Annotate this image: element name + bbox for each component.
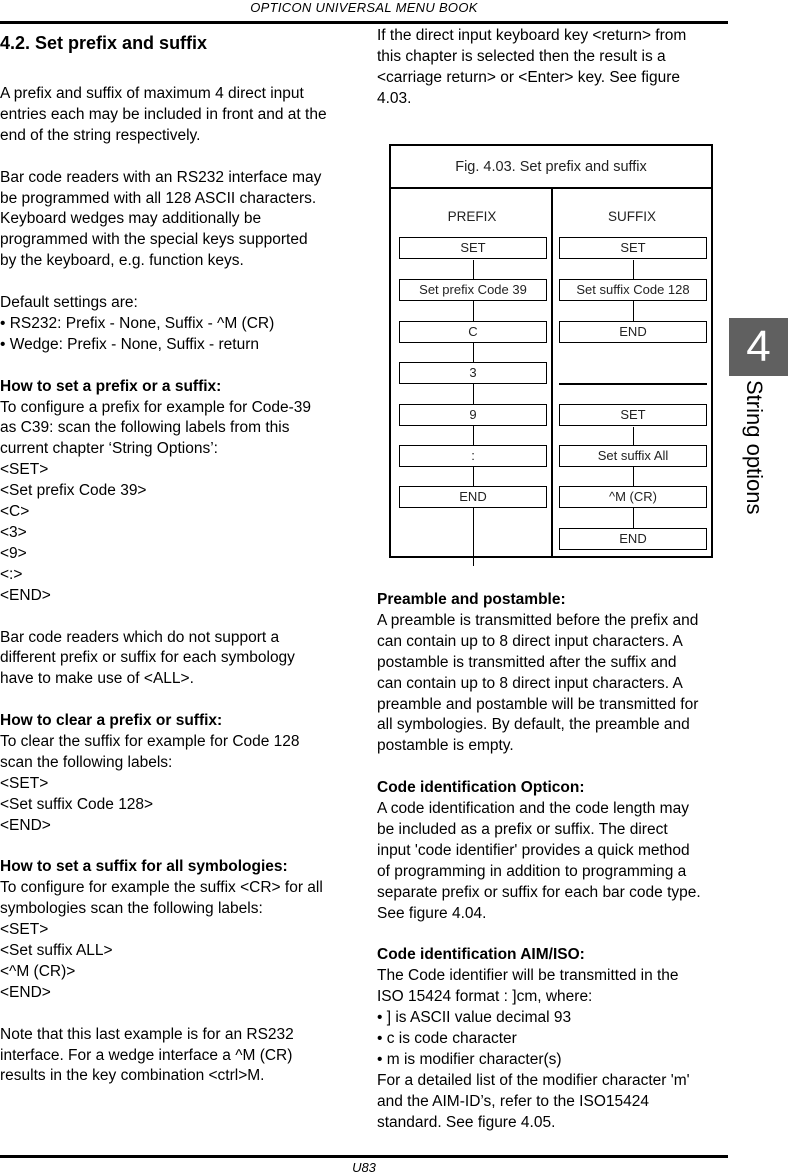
prefix-step: C <box>399 321 547 343</box>
text-line: postamble is empty. <box>377 737 514 755</box>
text-line: • RS232: Prefix - None, Suffix - ^M (CR) <box>0 314 275 332</box>
text-line: can contain up to 8 direct input characters. A <box>377 632 683 650</box>
text-line: A code identification and the code length may <box>377 800 689 818</box>
section-title: 4.2. Set prefix and suffix <box>0 33 208 53</box>
text-line: postamble is transmitted after the suffix and <box>377 653 677 671</box>
right-intro-paragraph <box>377 26 727 110</box>
text-line: 4.03. <box>377 89 412 107</box>
text-line: be programmed with all 128 ASCII characters. <box>0 189 317 207</box>
figure-4-03 <box>389 144 713 558</box>
text-line: interface. For a wedge interface a ^M (CR) <box>0 1046 293 1064</box>
chapter-title-vertical <box>737 380 767 540</box>
text-line: different prefix or suffix for each symbology <box>0 649 295 667</box>
text-line: <END> <box>0 586 51 604</box>
chapter-tab <box>729 318 788 376</box>
text-line: Bar code readers which do not support a <box>0 628 280 646</box>
text-line: this chapter is selected then the result is a <box>377 47 666 65</box>
text-line: • Wedge: Prefix - None, Suffix - return <box>0 335 259 353</box>
chapter-number: 4 <box>746 322 771 371</box>
text-line: <Set suffix Code 128> <box>0 795 154 813</box>
text-line: can contain up to 8 direct input characters. A <box>377 674 683 692</box>
prefix-label: PREFIX <box>447 209 497 224</box>
text-line: end of the string respectively. <box>0 126 201 144</box>
codeid-heading: Code identification Opticon: <box>377 779 585 797</box>
text-line: • c is code character <box>377 1030 517 1047</box>
suffix-step: Set suffix All <box>559 445 707 467</box>
text-line: preamble and postamble will be transmitted for <box>377 695 699 713</box>
suffix-step: ^M (CR) <box>559 486 707 508</box>
book-title: OPTICON UNIVERSAL MENU BOOK <box>250 0 478 15</box>
text-line: ISO 15424 format : ]cm, where: <box>377 988 593 1006</box>
text-line: <9> <box>0 544 27 562</box>
howto-all-heading: How to set a suffix for all symbologies: <box>0 858 288 876</box>
text-line: Default settings are: <box>0 294 138 312</box>
prefix-step: SET <box>399 237 547 259</box>
text-line: as C39: scan the following labels from this <box>0 419 290 437</box>
suffix-step: SET <box>559 404 707 426</box>
prefix-step: 3 <box>399 362 547 384</box>
text-line: To clear the suffix for example for Code 128 <box>0 733 300 751</box>
text-line: scan the following labels: <box>0 753 173 771</box>
text-line: <SET> <box>0 774 49 792</box>
howto-clear-heading: How to clear a prefix or suffix: <box>0 712 223 730</box>
aim-heading: Code identification AIM/ISO: <box>377 946 585 964</box>
text-line: If the direct input keyboard key <return> from <box>377 27 687 44</box>
text-line: Bar code readers with an RS232 interface may <box>0 168 322 186</box>
text-line: <Set suffix ALL> <box>0 942 113 960</box>
text-line: The Code identifier will be transmitted in the <box>377 967 679 985</box>
suffix-step: END <box>559 321 707 343</box>
text-line: and the AIM-ID’s, refer to the ISO15424 <box>377 1092 649 1110</box>
prefix-step: 9 <box>399 404 547 426</box>
text-line: To configure for example the suffix <CR> for all <box>0 879 323 897</box>
text-line: of programming in addition to programming a <box>377 862 687 880</box>
footer-rule <box>0 1155 728 1158</box>
text-line: <SET> <box>0 921 49 939</box>
suffix-step: Set suffix Code 128 <box>559 279 707 301</box>
intro-paragraph <box>0 84 350 147</box>
text-line: A prefix and suffix of maximum 4 direct input <box>0 85 304 102</box>
text-line: by the keyboard, e.g. function keys. <box>0 252 244 270</box>
text-line: To configure a prefix for example for Code-39 <box>0 398 312 416</box>
text-line: <3> <box>0 523 27 541</box>
closing-note-paragraph <box>0 1025 350 1088</box>
howto-clear-paragraph <box>0 732 350 837</box>
text-line: all symbologies. By default, the preamble and <box>377 716 690 734</box>
howto-set-paragraph <box>0 398 350 607</box>
text-line: input 'code identifier' provides a quick method <box>377 841 690 859</box>
figure-title: Fig. 4.03. Set prefix and suffix <box>391 146 711 189</box>
text-line: <^M (CR)> <box>0 962 76 980</box>
text-line: See figure 4.04. <box>377 904 487 922</box>
howto-set-heading: How to set a prefix or a suffix: <box>0 377 222 395</box>
prefix-step: Set prefix Code 39 <box>399 279 547 301</box>
suffix-separator <box>559 383 707 385</box>
text-line: <:> <box>0 565 23 583</box>
text-line: symbologies scan the following labels: <box>0 900 263 918</box>
prefix-step: : <box>399 445 547 467</box>
suffix-connector-b <box>633 427 634 533</box>
text-line: current chapter ‘String Options’: <box>0 440 218 458</box>
howto-all-paragraph <box>0 878 350 1003</box>
rs232-paragraph <box>0 168 350 273</box>
text-line: programmed with the special keys supported <box>0 231 308 249</box>
text-line: Note that this last example is for an RS232 <box>0 1025 294 1043</box>
text-line: entries each may be included in front and at the <box>0 105 327 123</box>
page-number: U83 <box>352 1160 376 1175</box>
preamble-paragraph <box>377 611 727 757</box>
right-intro <box>377 26 727 110</box>
suffix-step: SET <box>559 237 707 259</box>
preamble-heading: Preamble and postamble: <box>377 591 566 608</box>
aim-paragraph <box>377 966 727 1133</box>
text-line: A preamble is transmitted before the prefix and <box>377 611 699 629</box>
text-line: be included as a prefix or suffix. The direct <box>377 820 668 838</box>
text-line: results in the key combination <ctrl>M. <box>0 1067 265 1085</box>
text-line: • ] is ASCII value decimal 93 <box>377 1009 572 1027</box>
chapter-title: String options <box>742 380 767 515</box>
right-column-lower <box>377 590 727 1134</box>
figure-column-divider <box>551 189 553 556</box>
codeid-paragraph <box>377 799 727 924</box>
text-line: separate prefix or suffix for each bar code type. <box>377 883 701 901</box>
all-note-paragraph <box>0 628 350 691</box>
text-line: <END> <box>0 983 51 1001</box>
text-line: have to make use of <ALL>. <box>0 670 194 688</box>
text-line: <C> <box>0 503 30 521</box>
text-line: <Set prefix Code 39> <box>0 482 147 500</box>
text-line: • m is modifier character(s) <box>377 1050 562 1068</box>
text-line: Keyboard wedges may additionally be <box>0 210 262 228</box>
suffix-step: END <box>559 528 707 550</box>
text-line: standard. See figure 4.05. <box>377 1113 556 1131</box>
text-line: <SET> <box>0 461 49 479</box>
text-line: <END> <box>0 816 51 834</box>
prefix-step: END <box>399 486 547 508</box>
defaults-paragraph <box>0 293 350 356</box>
text-line: <carriage return> or <Enter> key. See figure <box>377 68 680 86</box>
header-rule <box>0 21 728 24</box>
left-column <box>0 84 350 1087</box>
suffix-label: SUFFIX <box>607 209 656 224</box>
text-line: For a detailed list of the modifier character 'm' <box>377 1071 690 1089</box>
